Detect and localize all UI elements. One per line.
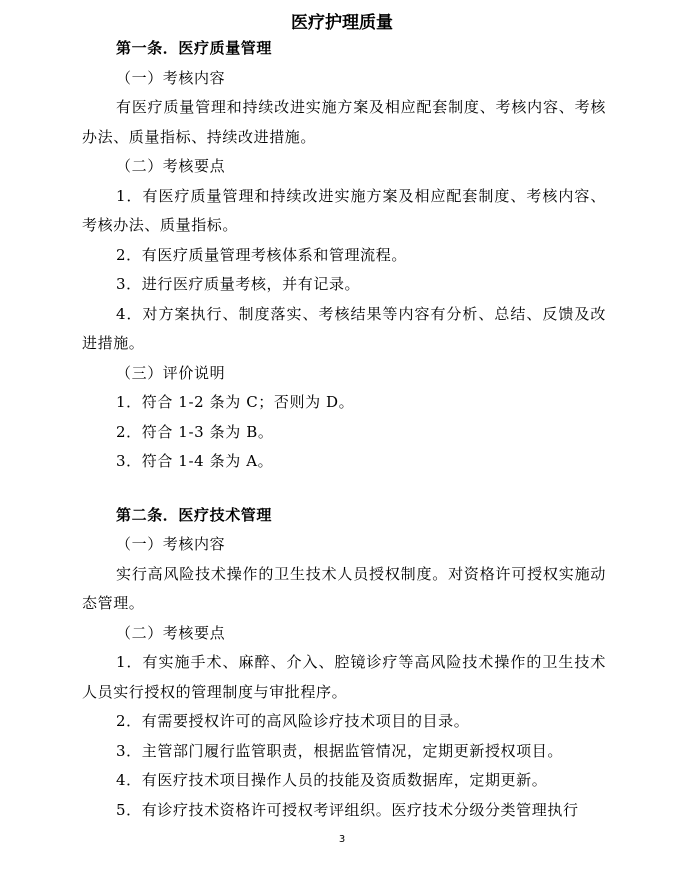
point-item: 2．有医疗质量管理考核体系和管理流程。 <box>116 245 407 264</box>
subheading-content: （一）考核内容 <box>116 68 226 87</box>
subheading-points: （二）考核要点 <box>116 157 226 175</box>
section-technology-management <box>82 501 606 826</box>
document-body <box>82 34 606 825</box>
subheading-evaluation: （三）评价说明 <box>116 363 226 382</box>
point-item: 3．进行医疗质量考核，并有记录。 <box>116 275 361 293</box>
section-heading: 第一条．医疗质量管理 <box>116 39 273 57</box>
page-number: 3 <box>338 834 346 845</box>
point-item: 4．有医疗技术项目操作人员的技能及资质数据库，定期更新。 <box>116 771 548 789</box>
point-item: 4．对方案执行、制度落实、考核结果等内容有分析、总结、反馈及改进措施。 <box>82 304 606 352</box>
evaluation-item: 2．符合 1-3 条为 B。 <box>116 422 274 441</box>
point-item: 5．有诊疗技术资格许可授权考评组织。医疗技术分级分类管理执行 <box>116 800 579 819</box>
section-heading: 第二条．医疗技术管理 <box>116 505 273 524</box>
point-item: 1．有实施手术、麻醉、介入、腔镜诊疗等高风险技术操作的卫生技术人员实行授权的管理制度与审批程序。 <box>82 653 606 701</box>
evaluation-item: 3．符合 1-4 条为 A。 <box>116 452 274 470</box>
content-paragraph: 实行高风险技术操作的卫生技术人员授权制度。对资格许可授权实施动态管理。 <box>82 564 606 612</box>
content-paragraph: 有医疗质量管理和持续改进实施方案及相应配套制度、考核内容、考核办法、质量指标、持续改进措施。 <box>82 98 606 146</box>
point-item: 1．有医疗质量管理和持续改进实施方案及相应配套制度、考核内容、考核办法、质量指标。 <box>82 186 606 234</box>
document-title: 医疗护理质量 <box>291 13 393 33</box>
subheading-points: （二）考核要点 <box>116 623 226 642</box>
subheading-content: （一）考核内容 <box>116 535 226 553</box>
point-item: 3．主管部门履行监管职责，根据监管情况，定期更新授权项目。 <box>116 741 563 760</box>
point-item: 2．有需要授权许可的高风险诊疗技术项目的目录。 <box>116 712 470 730</box>
evaluation-item: 1．符合 1-2 条为 C；否则为 D。 <box>116 393 355 411</box>
section-quality-management <box>82 34 606 477</box>
